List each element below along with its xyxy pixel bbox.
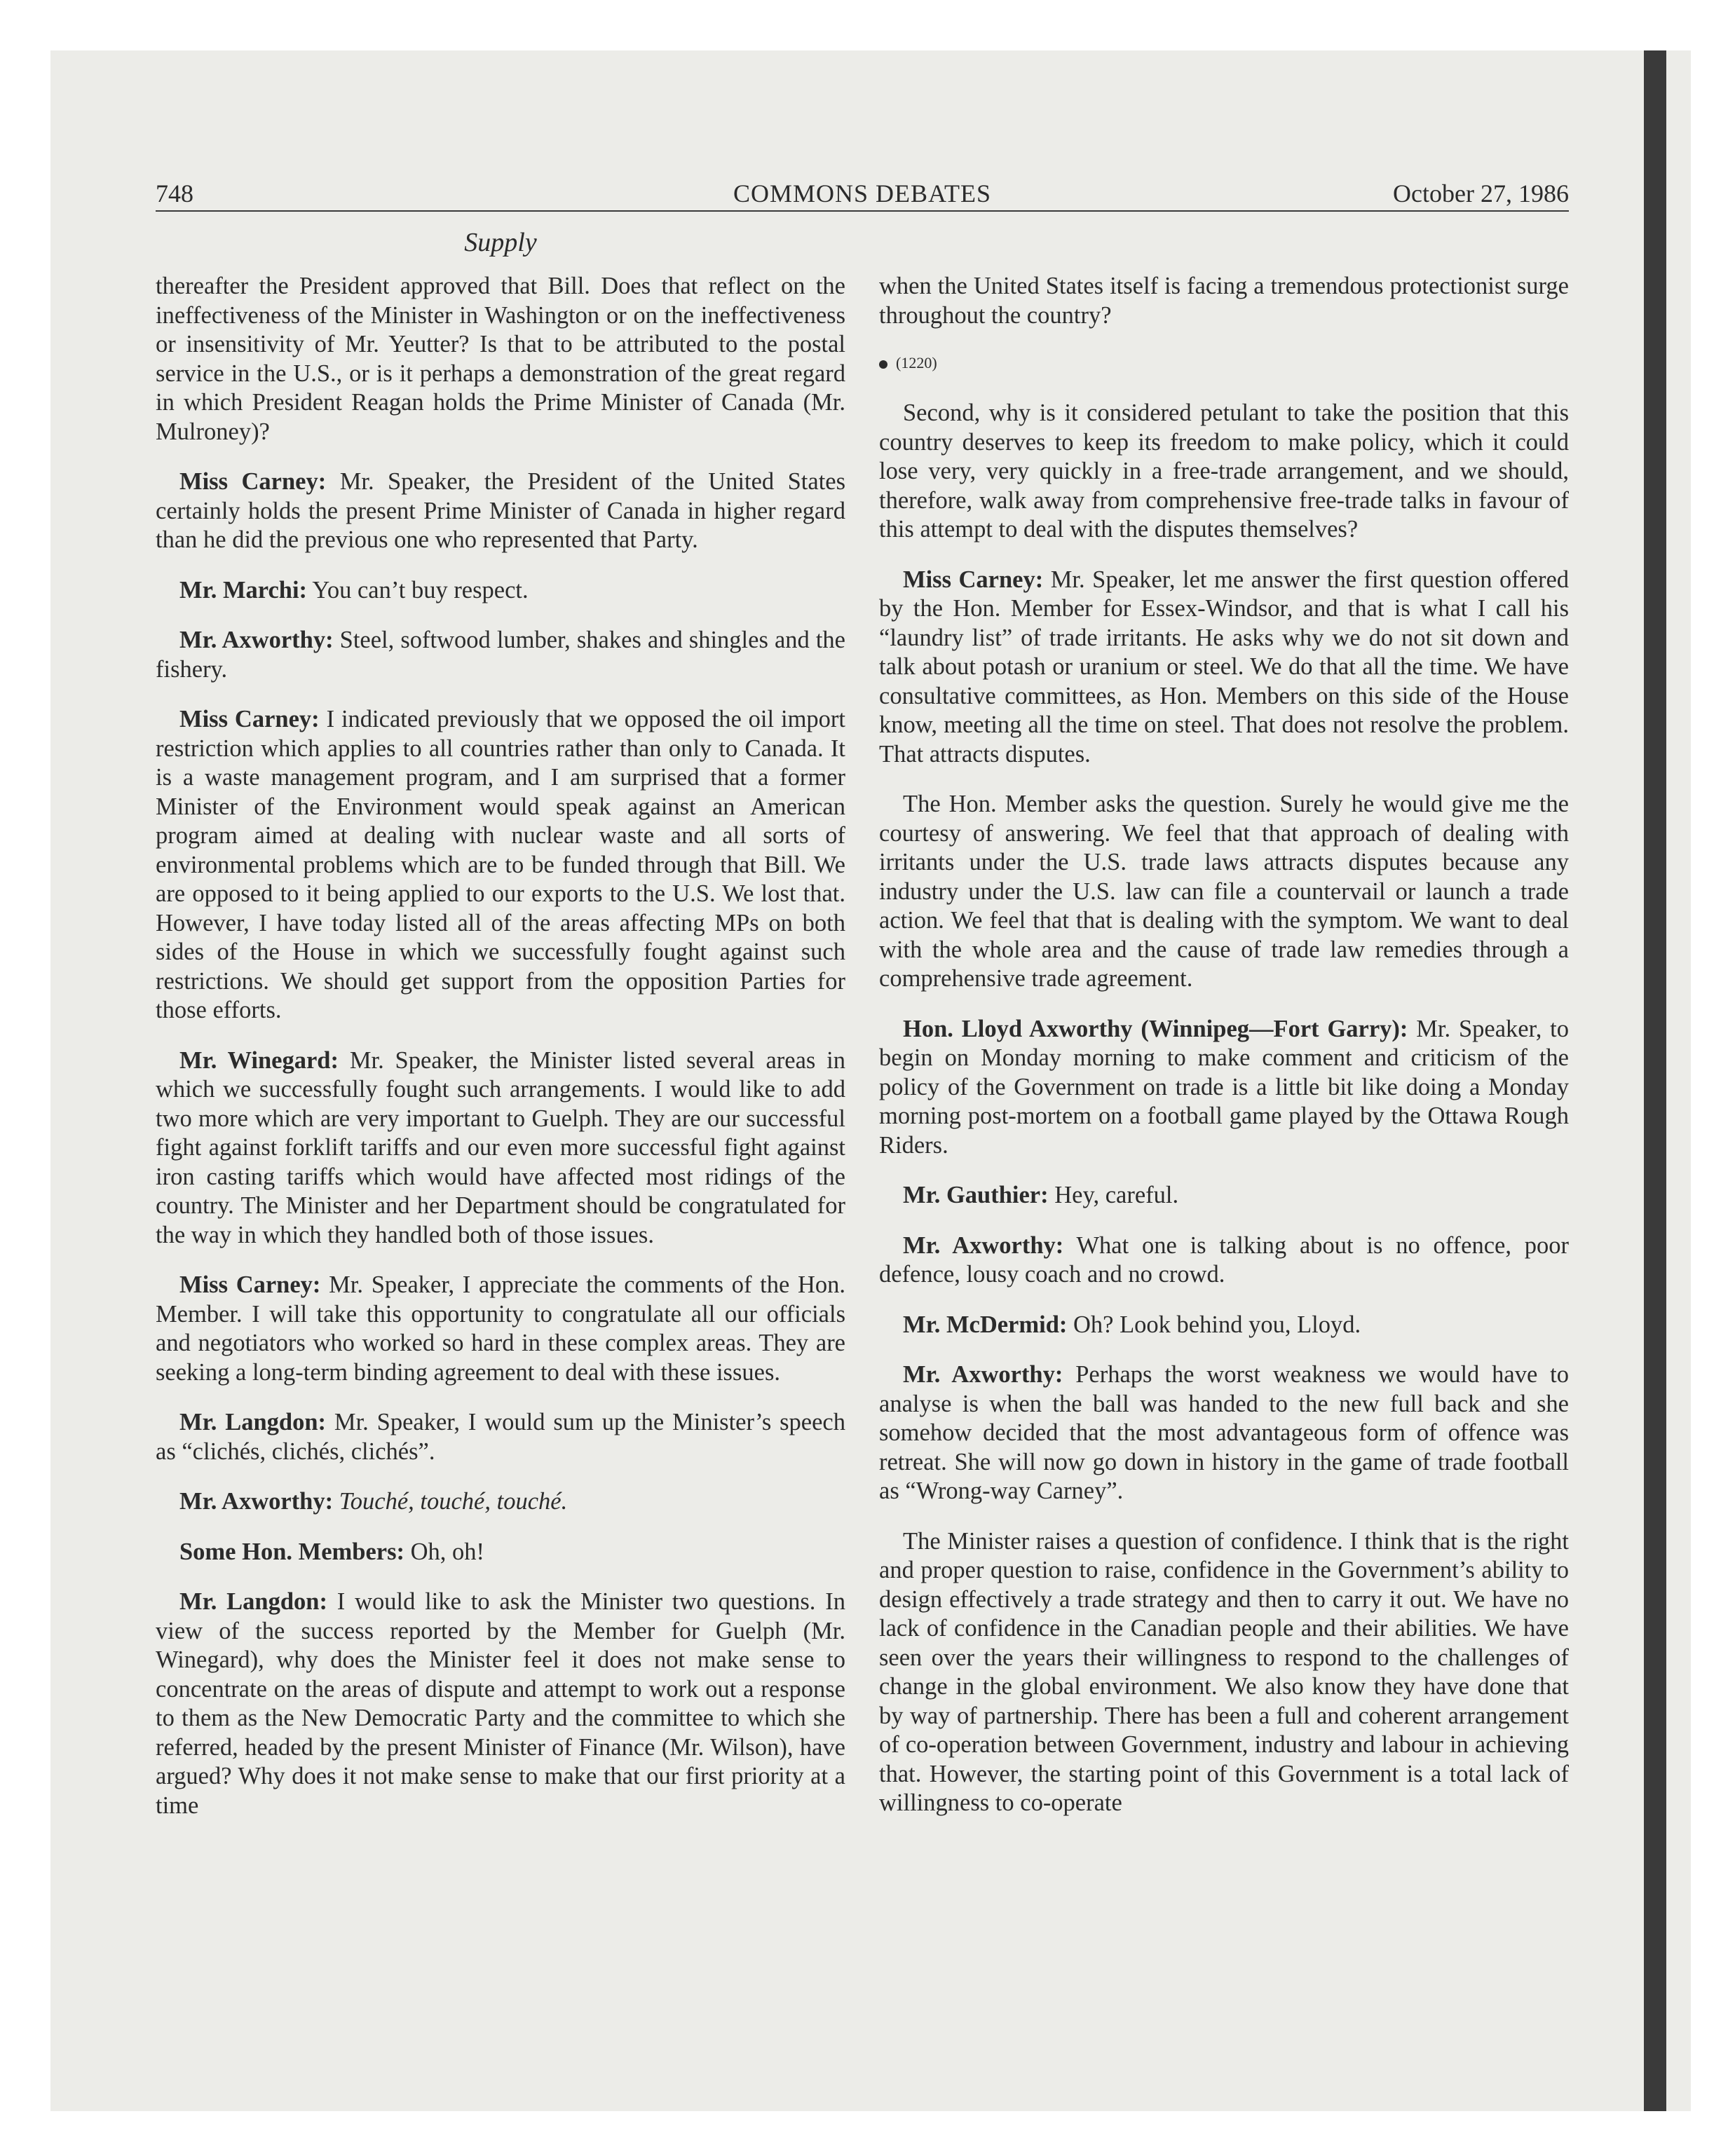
paragraph — [156, 626, 845, 684]
journal-title: COMMONS DEBATES — [733, 179, 992, 207]
paragraph — [879, 790, 1569, 994]
speaker-name: Miss Carney: — [903, 566, 1044, 593]
running-header — [156, 177, 1569, 210]
paragraph-text: Mr. Speaker, the President of the United States certainly holds the present Prime Minister of Canada in higher regard than he did the previous one who represented that Party. — [156, 468, 846, 553]
speaker-name: Some Hon. Members: — [179, 1538, 404, 1565]
paragraph-text: Mr. Speaker, the Minister listed several areas in which we successfully fought such arrangements. I would like to add two more which are very important to Guelph. They are our successful fight against forklift tariffs and our even more successful fight against iron casting tariffs which would have affected most ridings of the country. The Minister and her Department should be congratulated for the way in which they handled both of those issues. — [156, 1046, 845, 1248]
speaker-name: Miss Carney: — [179, 706, 320, 732]
paragraph — [156, 272, 845, 446]
paragraph-text: when the United States itself is facing a tremendous protectionist surge throughout the country? — [879, 273, 1569, 329]
paragraph-text: Touché, touché, touché. — [339, 1488, 568, 1515]
time-marker-text: (1220) — [896, 354, 937, 371]
paragraph-text: Perhaps the worst weakness we would have to analyse is when the ball was handed to the new full back and she somehow decided that the most advantageous form of offence was retreat. She will now go down in history in the game of trade football as “Wrong-way Carney”. — [879, 1361, 1569, 1504]
paragraph-text: Steel, softwood lumber, shakes and shingles and the fishery. — [156, 627, 845, 683]
speaker-name: Mr. Axworthy: — [903, 1361, 1063, 1388]
paragraph — [879, 1231, 1569, 1290]
paragraph — [156, 1487, 845, 1517]
scan-edge-shadow — [1644, 50, 1666, 2111]
paragraph — [156, 1538, 845, 1567]
paragraph-text: Oh, oh! — [410, 1538, 485, 1565]
paragraph-text: thereafter the President approved that Bill. Does that reflect on the ineffectiveness of the Minister in Washington or on the ineffectiveness or insensitivity of Mr. Yeutter? Is that to be attributed to the postal service in the U.S., or is it perhaps a demonstration of the great regard in which President Reagan holds the Prime Minister of Canada (Mr. Mulroney)? — [156, 273, 845, 445]
page-number: 748 — [156, 179, 193, 207]
right-column — [879, 272, 1569, 1839]
left-column — [156, 272, 845, 1841]
speaker-name: Mr. Langdon: — [179, 1588, 327, 1615]
paragraph-text: I would like to ask the Minister two questions. In view of the success reported by the Member for Guelph (Mr. Winegard), why does the Minister feel it does not make sense to concentrate on the areas of dispute and attempt to work out a response to them as the New Democratic Party and the committee to which she referred, headed by the present Minister of Finance (Mr. Wilson), have argued? Why does it not make sense to make that our first priority at a time — [156, 1588, 845, 1819]
paragraph — [879, 1015, 1569, 1161]
paragraph — [879, 566, 1569, 770]
paragraph-text: Hey, careful. — [1054, 1182, 1179, 1208]
paragraph-text: What one is talking about is no offence, poor defence, lousy coach and no crowd. — [879, 1231, 1569, 1288]
speaker-name: Mr. Axworthy: — [903, 1231, 1064, 1259]
header-date: October 27, 1986 — [1393, 179, 1569, 207]
paragraph-text: You can’t buy respect. — [312, 576, 529, 603]
speaker-name: Mr. Winegard: — [179, 1046, 339, 1074]
paragraph — [156, 576, 845, 606]
section-title: Supply — [464, 228, 537, 257]
bullet-icon — [879, 360, 887, 369]
paragraph — [156, 1046, 845, 1250]
header-rule — [156, 210, 1569, 212]
paragraph-text: Second, why is it considered petulant to take the position that this country deserves to keep its freedom to make policy, which it could lose very, very quickly in a free-trade arrangement, and we should, therefore, walk away from comprehensive free-trade talks in favour of this attempt to deal with the disputes themselves? — [879, 400, 1569, 543]
paragraph — [879, 1527, 1569, 1818]
paragraph — [879, 272, 1569, 330]
speaker-name: Mr. McDermid: — [903, 1311, 1068, 1338]
paragraph-text: Oh? Look behind you, Lloyd. — [1073, 1311, 1361, 1338]
paragraph — [879, 1181, 1569, 1210]
speaker-name: Mr. Gauthier: — [903, 1182, 1049, 1208]
paragraph-text: Mr. Speaker, I appreciate the comments of the Hon. Member. I will take this opportunity to congratulate all our officials and negotiators who worked so hard in these complex areas. They are seeking a long-term binding agreement to deal with these issues. — [156, 1271, 846, 1386]
paragraph — [156, 1588, 845, 1820]
paragraph — [156, 1408, 845, 1466]
paragraph-text: I indicated previously that we opposed the oil import restriction which applies to all countries rather than only to Canada. It is a waste management program, and I am surprised that a former Minister of the Environment would speak against an American program aimed at dealing with nuclear waste and all sorts of environmental problems which are to be funded through that Bill. We are opposed to it being applied to our exports to the U.S. We lost that. However, I have today listed all of the areas affecting MPs on both sides of the House in which we successfully fought against such restrictions. We should get support from the opposition Parties for those efforts. — [156, 706, 846, 1023]
speaker-name: Mr. Axworthy: — [179, 1488, 334, 1515]
paragraph — [156, 1271, 845, 1387]
paragraph-text: The Minister raises a question of confidence. I think that is the right and proper question to raise, confidence in the Government’s ability to design effectively a trade strategy and then to carry it out. We have no lack of confidence in the Canadian people and their abilities. We have seen over the years their willingness to respond to the challenges of change in the global environment. We also know they have done that by way of partnership. There has been a full and coherent arrangement of co-operation between Government, industry and labour in achieving that. However, the starting point of this Government is a total lack of willingness to co-operate — [879, 1527, 1569, 1816]
paragraph — [156, 705, 845, 1025]
speaker-name: Mr. Axworthy: — [179, 627, 334, 653]
paragraph — [156, 468, 845, 555]
speaker-name: Miss Carney: — [179, 468, 327, 495]
paragraph — [879, 399, 1569, 545]
speaker-name: Mr. Langdon: — [179, 1409, 327, 1435]
paragraph-text: Mr. Speaker, let me answer the first question offered by the Hon. Member for Essex-Windsor, and that is what I call his “laundry list” of trade irritants. He asks why we do not sit down and talk about potash or uranium or steel. We do that all the time. We have consultative committees, as Hon. Members on this side of the House know, meeting all the time on steel. That does not resolve the problem. That attracts disputes. — [879, 566, 1570, 767]
paragraph-text: The Hon. Member asks the question. Surely he would give me the courtesy of answering. We feel that that approach of dealing with irritants under the U.S. trade laws attracts disputes because any industry under the U.S. law can file a countervail or launch a trade action. We feel that that is dealing with the symptom. We want to deal with the whole area and the cause of trade law remedies through a comprehensive trade agreement. — [879, 791, 1569, 992]
paragraph — [879, 1360, 1569, 1506]
paragraph-text: Mr. Speaker, to begin on Monday morning to make comment and criticism of the policy of the Government on trade is a little bit like doing a Monday morning post-mortem on a football game played by the Ottawa Rough Riders. — [879, 1015, 1569, 1159]
speaker-name: Hon. Lloyd Axworthy (Winnipeg—Fort Garry): — [903, 1015, 1408, 1042]
speaker-name: Mr. Marchi: — [179, 576, 308, 603]
speaker-name: Miss Carney: — [179, 1271, 321, 1298]
time-marker — [879, 351, 1569, 375]
paragraph — [879, 1311, 1569, 1340]
paragraph-text: Mr. Speaker, I would sum up the Minister’s speech as “clichés, clichés, clichés”. — [156, 1409, 845, 1465]
